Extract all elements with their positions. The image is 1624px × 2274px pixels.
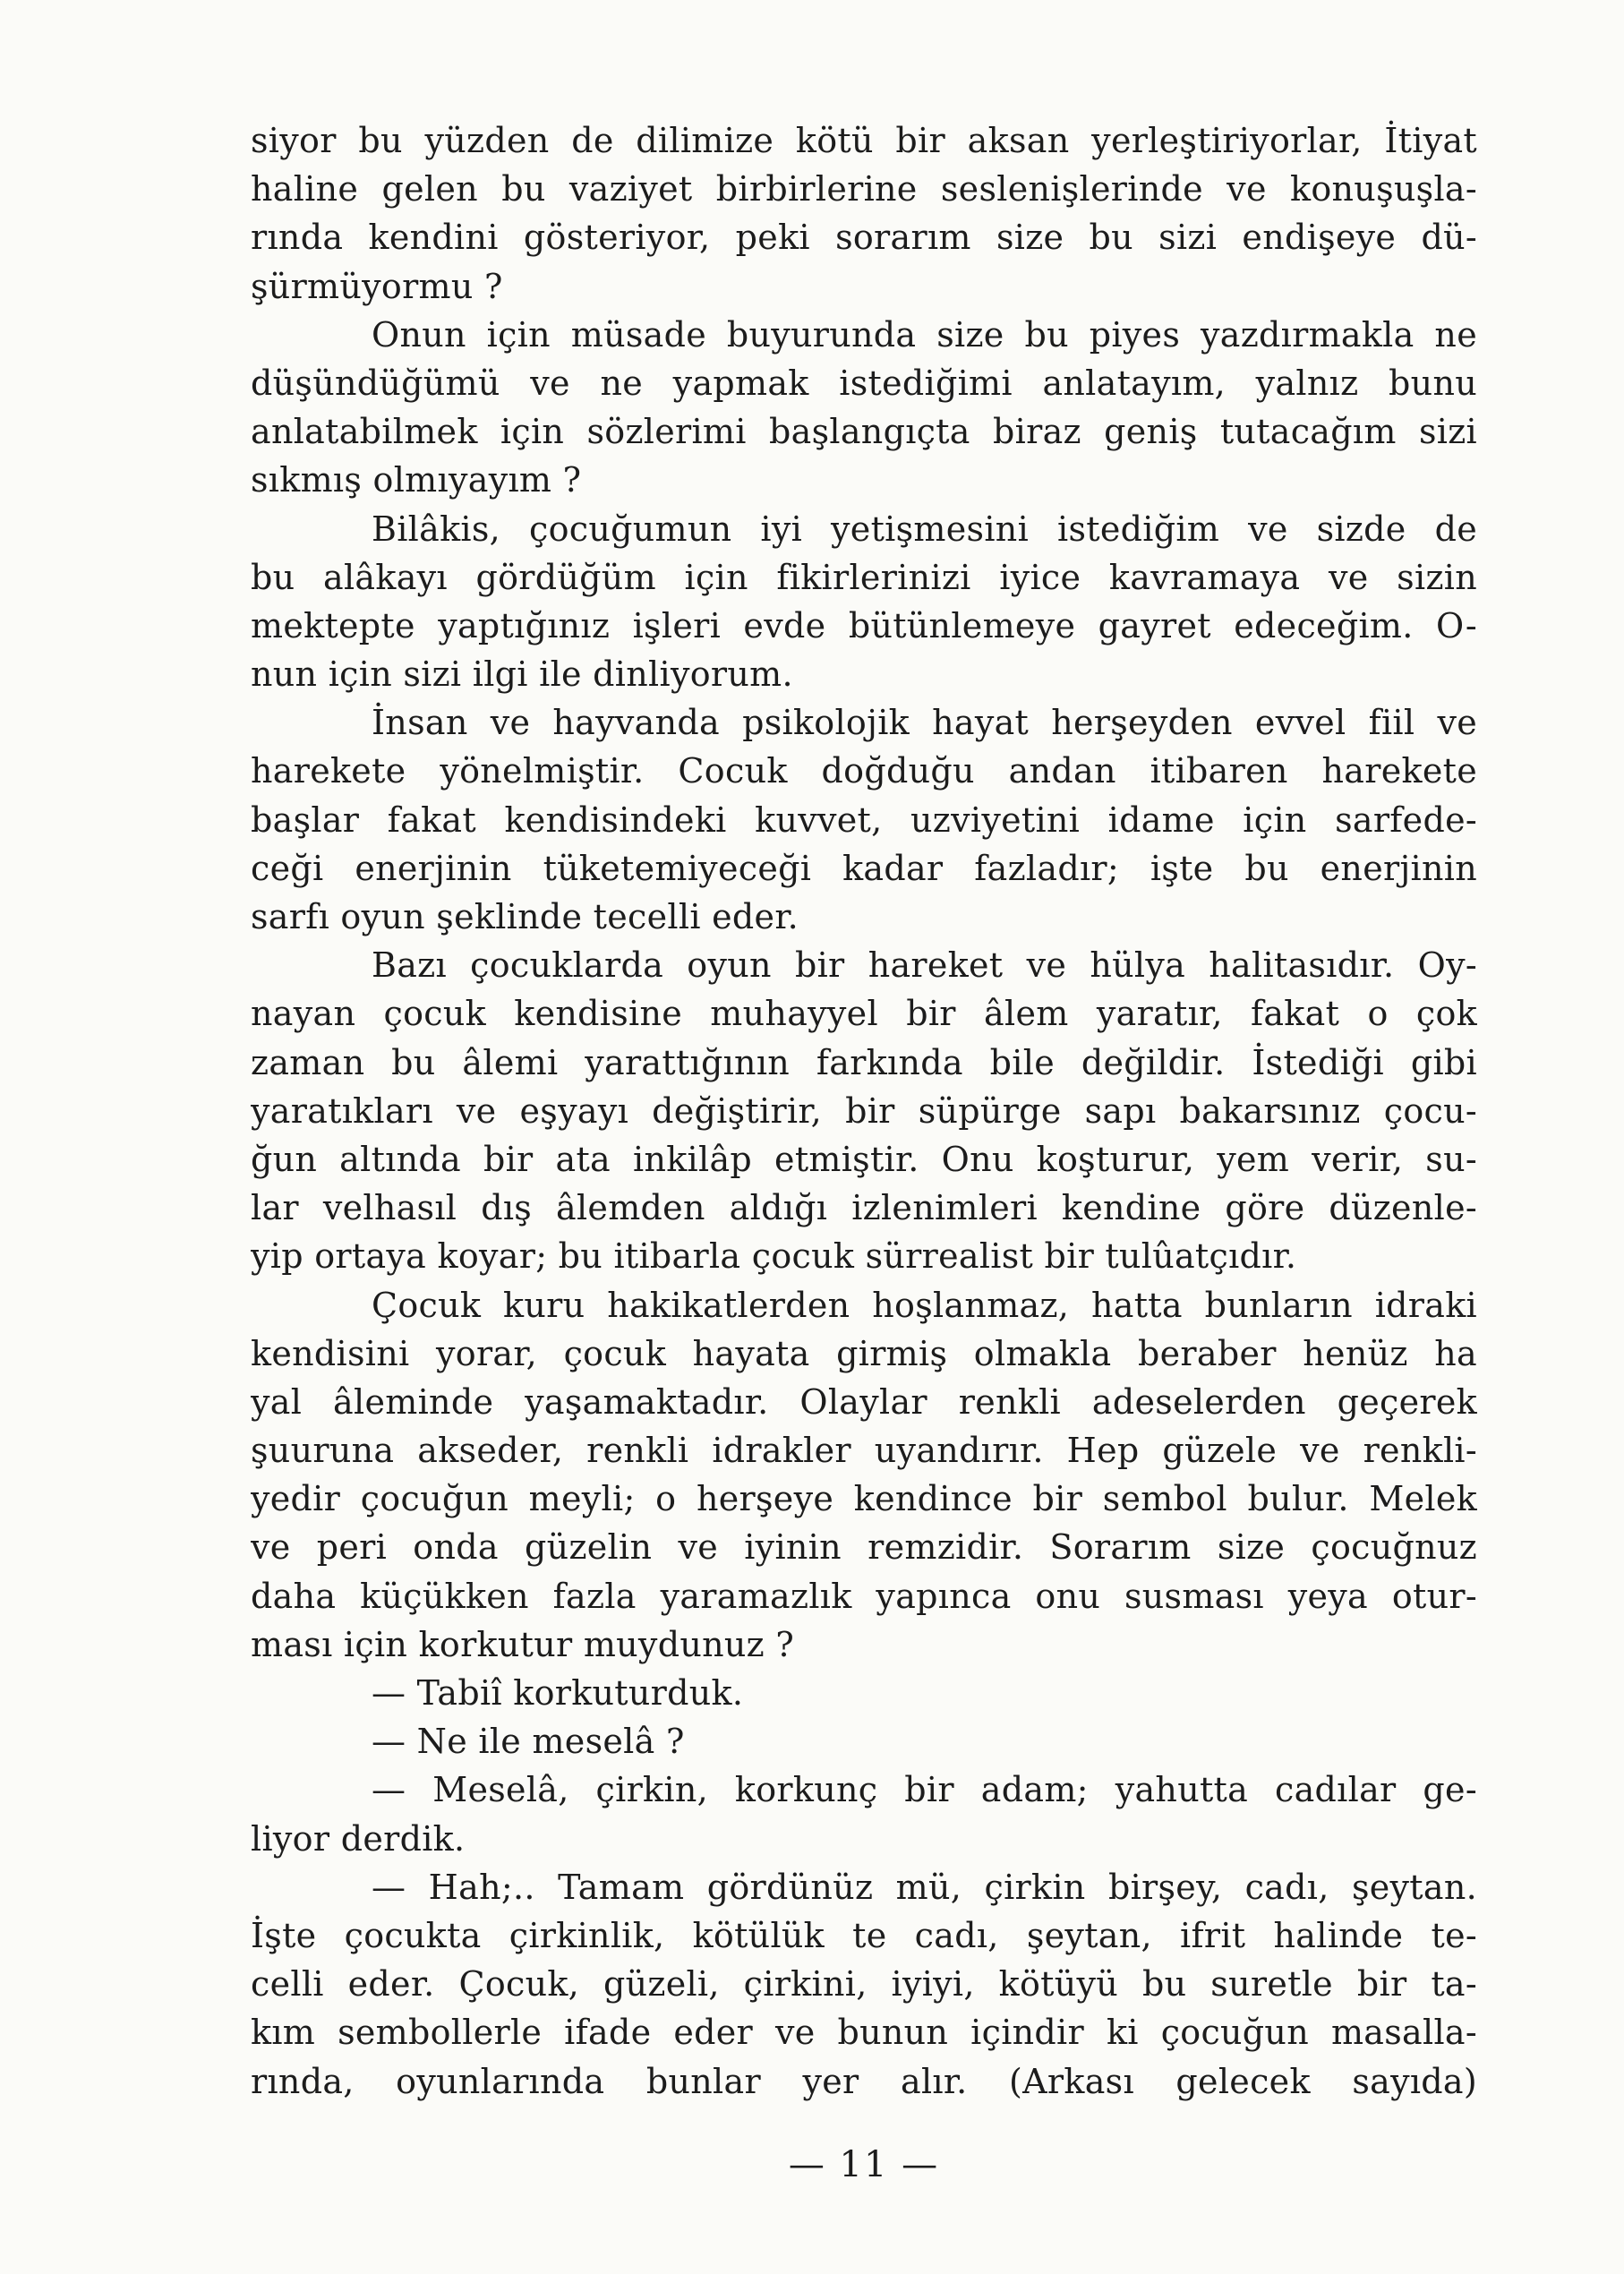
text-line: siyor bu yüzden de dilimize kötü bir aksan yerleştiriyorlar, İtiyat <box>251 121 1477 160</box>
text-line: kendisini yorar, çocuk hayata girmiş olmakla beraber henüz ha <box>251 1333 1477 1373</box>
text-line: şürmüyormu ? <box>251 266 503 306</box>
text-line: rında, oyunlarında bunlar yer alır. (Arkası gelecek sayıda) <box>251 2061 1477 2101</box>
text-line: haline gelen bu vaziyet birbirlerine seslenişlerinde ve konuşuşla- <box>251 169 1477 209</box>
text-line: yedir çocuğun meyli; o herşeye kendince bir sembol bulur. Melek <box>251 1479 1477 1519</box>
text-line: ceği enerjinin tüketemiyeceği kadar fazladır; işte bu enerjinin <box>251 848 1477 888</box>
text-line: bu alâkayı gördüğüm için fikirlerinizi iyice kavramaya ve sizin <box>251 557 1477 597</box>
text-line: mektepte yaptığınız işleri evde bütünlemeye gayret edeceğim. O- <box>251 605 1477 645</box>
text-line: Bazı çocuklarda oyun bir hareket ve hülya halitasıdır. Oy- <box>372 945 1477 986</box>
text-line: yip ortaya koyar; bu itibarla çocuk sürrealist bir tulûatçıdır. <box>251 1236 1297 1277</box>
text-line: daha küçükken fazla yaramazlık yapınca onu susması yeya otur- <box>251 1576 1477 1616</box>
text-line: ğun altında bir ata inkilâp etmiştir. Onu koşturur, yem verir, su- <box>251 1139 1477 1179</box>
text-line: sıkmış olmıyayım ? <box>251 460 582 500</box>
text-line: — Meselâ, çirkin, korkunç bir adam; yahutta cadılar ge- <box>372 1770 1477 1810</box>
text-line: yal âleminde yaşamaktadır. Olaylar renkli adeselerden geçerek <box>251 1381 1477 1422</box>
text-line: lar velhasıl dış âlemden aldığı izlenimleri kendine göre düzenle- <box>251 1188 1477 1228</box>
text-line: — Hah;.. Tamam gördünüz mü, çirkin birşey, cadı, şeytan. <box>372 1867 1477 1907</box>
text-line: Çocuk kuru hakikatlerden hoşlanmaz, hatta bunların idraki <box>372 1285 1477 1325</box>
text-line: ması için korkutur muydunuz ? <box>251 1624 795 1664</box>
text-line: yaratıkları ve eşyayı değiştirir, bir süpürge sapı bakarsınız çocu- <box>251 1090 1477 1131</box>
article-body <box>251 116 1477 2106</box>
text-line: sarfı oyun şeklinde tecelli eder. <box>251 897 799 936</box>
text-line: zaman bu âlemi yarattığının farkında bile değildir. İstediği gibi <box>251 1042 1477 1082</box>
text-line: İşte çocukta çirkinlik, kötülük te cadı, şeytan, ifrit halinde te- <box>251 1915 1477 1955</box>
text-line: — Tabiî korkuturduk. <box>372 1673 744 1713</box>
page-number: — 11 — <box>788 2144 940 2185</box>
text-line: nayan çocuk kendisine muhayyel bir âlem yaratır, fakat o çok <box>251 994 1477 1034</box>
text-line: düşündüğümü ve ne yapmak istediğimi anlatayım, yalnız bunu <box>251 363 1477 403</box>
text-line: — Ne ile meselâ ? <box>372 1722 685 1762</box>
text-line: İnsan ve hayvanda psikolojik hayat herşeyden evvel fiil ve <box>372 703 1477 743</box>
text-line: nun için sizi ilgi ile dinliyorum. <box>251 654 793 695</box>
text-line: kım sembollerle ifade eder ve bunun içindir ki çocuğun masalla- <box>251 2013 1477 2053</box>
text-line: Onun için müsade buyurunda size bu piyes yazdırmakla ne <box>372 314 1477 355</box>
text-line: celli eder. Çocuk, güzeli, çirkini, iyiyi, kötüyü bu suretle bir ta- <box>251 1964 1477 2005</box>
text-line: başlar fakat kendisindeki kuvvet, uzviyetini idame için sarfede- <box>251 799 1477 840</box>
text-line: harekete yönelmiştir. Cocuk doğduğu andan itibaren harekete <box>251 751 1477 791</box>
text-line: anlatabilmek için sözlerimi başlangıçta biraz geniş tutacağım sizi <box>251 412 1477 452</box>
document-page <box>251 116 1477 2202</box>
text-line: rında kendini gösteriyor, peki sorarım size bu sizi endişeye dü- <box>251 218 1477 258</box>
text-line: ve peri onda güzelin ve iyinin remzidir. Sorarım size çocuğnuz <box>251 1527 1477 1568</box>
text-line: Bilâkis, çocuğumun iyi yetişmesini istediğim ve sizde de <box>372 509 1477 549</box>
text-line: liyor derdik. <box>251 1818 466 1859</box>
text-line: şuuruna akseder, renkli idrakler uyandırır. Hep güzele ve renkli- <box>251 1431 1477 1471</box>
